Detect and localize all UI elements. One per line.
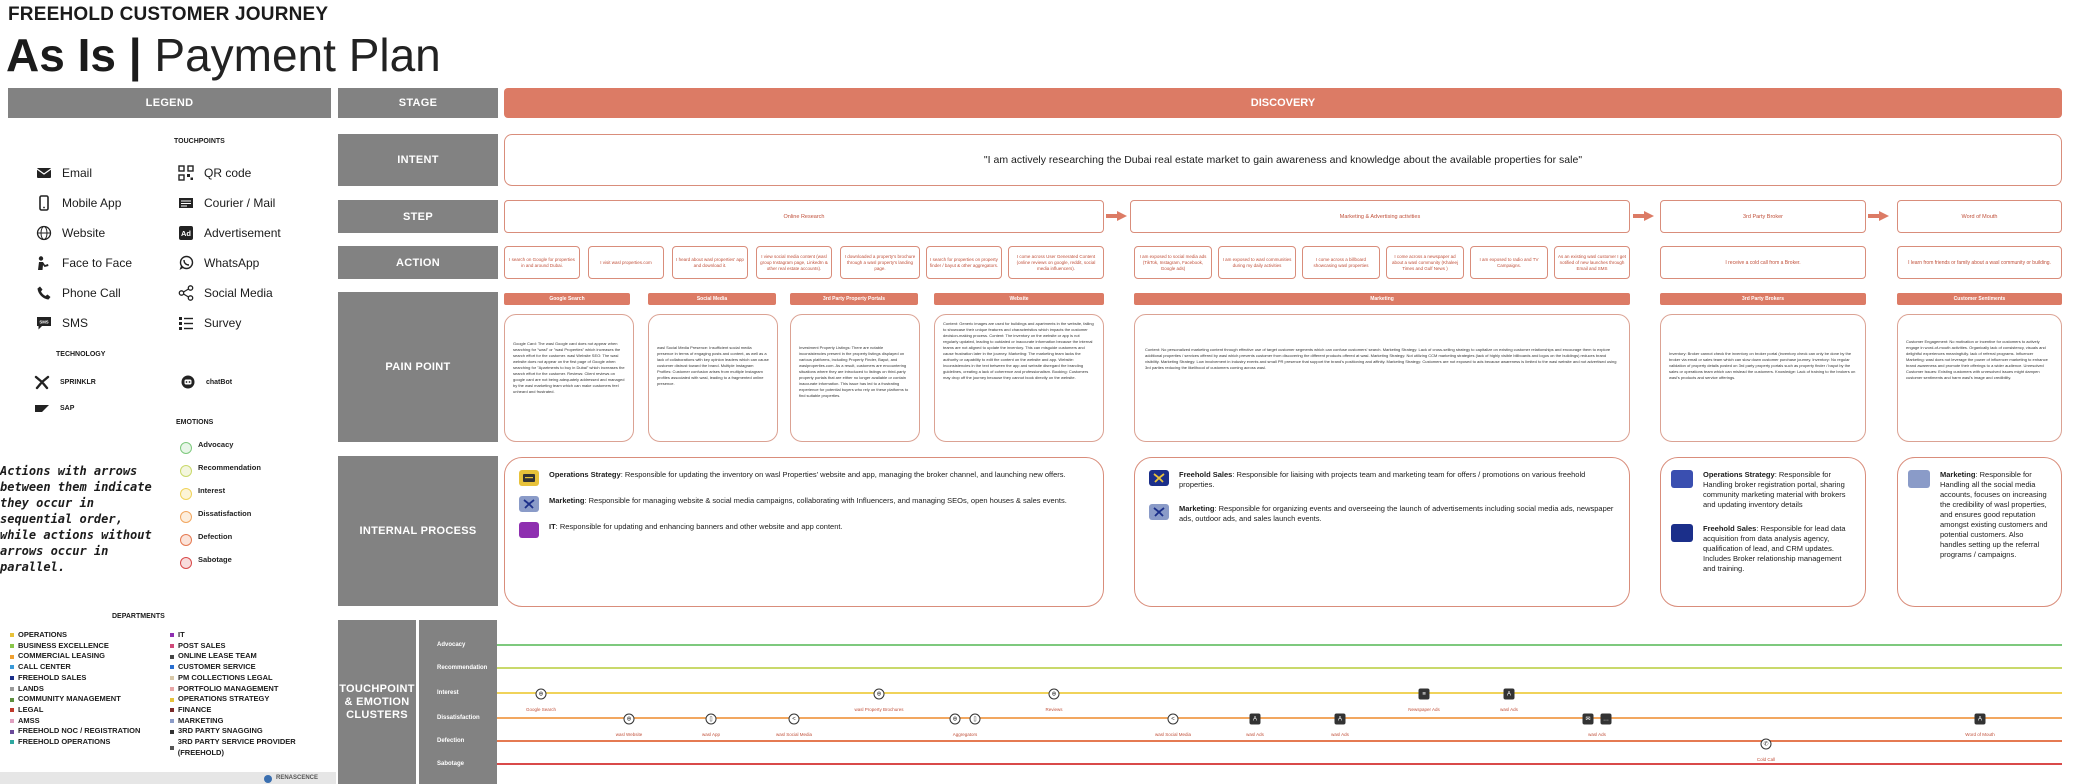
process-dept: Marketing — [1940, 470, 1976, 479]
touchpoints-left — [36, 158, 176, 338]
legend-label: Social Media — [204, 286, 273, 300]
department-swatch — [10, 719, 14, 723]
sms-icon: … — [1601, 714, 1612, 725]
pain-card-customer-sentiments: Customer Engagement: No motivation or incentive for customers to actively engage in word-of-mouth activities. Organically lack of consistency, visuals and delightful experiences meaningfully. lack of referral programs. Influencer Marketing: wasl does not leverage the power of influencer marketing to enhance brand awareness and promote their offerings to a wider audience. Unresolved Customer Issues: Existing customers with unresolved issues might dampen customer sentiments and harm wasl's image and credibility. — [1897, 314, 2062, 442]
interest-face-icon — [180, 488, 192, 500]
department-swatch — [10, 740, 14, 744]
row-label-intent: INTENT — [338, 134, 498, 186]
ad-icon: A — [1250, 714, 1261, 725]
department-label: BUSINESS EXCELLENCE — [18, 640, 109, 650]
department-label: COMMERCIAL LEASING — [18, 651, 105, 661]
pain-card-3rd-party-brokers: Inventory: Broker cannot check the inventory on broker portal (inventory check can only be done by the broker via email or sales team which can slow down customer purchase journey. Inventory: No regular validation of property details posted on 3rd party property portals such as property finder / bayut by the sales or operations team which can mislead the customers. Knowledge: Lack of training to the brokers on wasl's products and service offerings. — [1660, 314, 1866, 442]
emotion-sabotage — [180, 555, 320, 578]
department-swatch — [10, 708, 14, 712]
department-item — [10, 726, 170, 737]
legend-label: Phone Call — [62, 286, 121, 300]
department-swatch — [170, 746, 174, 750]
emotions-list — [180, 440, 320, 578]
department-label: COMMUNITY MANAGEMENT — [18, 694, 121, 704]
action-chip: I come across User Generated Content (online reviews on google, reddit, social media influencers). — [1008, 246, 1104, 279]
department-label: FREEHOLD SALES — [18, 672, 87, 682]
marketing-icon — [1149, 504, 1169, 520]
legend-courier — [178, 188, 328, 218]
email-icon: ✉ — [1583, 714, 1594, 725]
process-text: : Responsible for updating the inventory on wasl Properties' website and app, managing the broker channel, and launching new offers. — [620, 470, 1066, 479]
website-icon: ⊕ — [874, 689, 885, 700]
department-item — [170, 673, 332, 684]
website-icon — [36, 225, 52, 241]
stage-discovery: DISCOVERY — [504, 88, 2062, 118]
ad-icon — [178, 225, 194, 241]
cluster-line-advocacy — [497, 644, 2062, 646]
departments-heading: DEPARTMENTS — [112, 613, 165, 620]
advocacy-face-icon — [180, 442, 192, 454]
ad-icon: A — [1975, 714, 1986, 725]
website-icon: ⊕ — [950, 714, 961, 725]
department-swatch — [170, 665, 174, 669]
pain-head-3rd-party-brokers: 3rd Party Brokers — [1660, 293, 1866, 305]
department-item — [170, 726, 332, 737]
department-label: CUSTOMER SERVICE — [178, 662, 256, 672]
process-text: : Responsible for Handling broker registration portal, sharing community marketing material with brokers and updating inventory details — [1703, 470, 1846, 509]
department-swatch — [170, 655, 174, 659]
department-label: PM COLLECTIONS LEGAL — [178, 672, 273, 682]
department-item — [10, 651, 170, 662]
svg-text:SMS: SMS — [39, 319, 49, 325]
step-arrow-head — [1117, 211, 1127, 221]
department-item — [170, 705, 332, 716]
department-swatch — [10, 687, 14, 691]
department-swatch — [170, 719, 174, 723]
action-chip: I view social media content (wasl group Instagram page, LinkedIn & other real estate accounts). — [756, 246, 832, 279]
emotion-label: Defection — [198, 532, 233, 541]
action-chip: I am exposed to radio and TV Campaigns. — [1470, 246, 1548, 279]
website-icon: ⊕ — [1049, 689, 1060, 700]
department-swatch — [170, 644, 174, 648]
department-item — [10, 673, 170, 684]
department-label: IT — [178, 630, 185, 639]
defection-face-icon — [180, 534, 192, 546]
department-item — [10, 737, 170, 748]
pain-head-social-media: Social Media — [648, 293, 776, 305]
cluster-line-sabotage — [497, 763, 2062, 765]
department-item — [170, 684, 332, 695]
process-card-marketing — [1134, 457, 1630, 607]
marketing-icon — [519, 496, 539, 512]
process-text: : Responsible for lead data acquisition from data analysis agency, qualification of lead, and CRM updates. Includes Broker relationship management and training. — [1703, 524, 1846, 573]
department-item — [170, 716, 332, 727]
qr-code-icon — [178, 165, 194, 181]
step-online-research: Online Research — [504, 200, 1104, 233]
website-icon: ⊕ — [536, 689, 547, 700]
operations-strategy-icon — [519, 470, 539, 486]
legend-label: QR code — [204, 166, 252, 180]
department-item — [10, 662, 170, 673]
mobile-app-icon — [36, 195, 52, 211]
sprinklr-icon — [34, 374, 50, 390]
emotion-dissatisfaction — [180, 509, 320, 532]
department-item — [170, 651, 332, 662]
action-chip: I come across a newspaper ad about a wasl community (Khaleej Times and Gulf News ) — [1386, 246, 1464, 279]
department-label: MARKETING — [178, 715, 224, 725]
process-dept: Marketing — [549, 496, 585, 505]
department-label: 3RD PARTY SERVICE PROVIDER (FREEHOLD) — [177, 737, 296, 757]
department-label: LANDS — [18, 683, 44, 693]
legend-label: SAP — [60, 404, 75, 412]
sap-icon — [34, 400, 50, 416]
touchpoint-label: wasl Ads — [1246, 732, 1264, 737]
process-dept: Operations Strategy — [549, 470, 621, 479]
action-chip: I downloaded a property's brochure through a wasl property's landing page. — [840, 246, 920, 279]
action-chip: I receive a cold call from a Broker. — [1660, 246, 1866, 279]
touchpoint-label: wasl Property Brochures — [854, 707, 904, 712]
freehold-sales-icon — [1149, 470, 1169, 486]
legend-label: Mobile App — [62, 196, 122, 210]
intent-box: "I am actively researching the Dubai real estate market to gain awareness and knowledge about the available properties for sale" — [504, 134, 2062, 186]
process-text: : Responsible for Handling all the social media accounts, focuses on increasing the credibility of wasl properties, and ensures good reputation amongst existing customers and potential customers. Also handles setting up the referral programs / campaigns. — [1940, 470, 2048, 559]
department-swatch — [170, 633, 174, 637]
courier-icon — [178, 195, 194, 211]
touchpoint-label: wasl Social Media — [775, 732, 813, 737]
pain-head-3rd-party-portals: 3rd Party Property Portals — [790, 293, 918, 305]
department-item — [10, 694, 170, 705]
title-separator: | — [115, 29, 155, 81]
phone-icon — [36, 285, 52, 301]
legend-qr-code — [178, 158, 328, 188]
row-label-step: STEP — [338, 200, 498, 233]
legend-label: SMS — [62, 316, 89, 330]
row-label-pain-point: PAIN POINT — [338, 292, 498, 442]
emotion-interest — [180, 486, 320, 509]
step-3rd-party-broker: 3rd Party Broker — [1660, 200, 1866, 233]
department-swatch — [170, 687, 174, 691]
journey-supertitle: FREEHOLD CUSTOMER JOURNEY — [8, 4, 329, 25]
process-row-operations-strategy — [1671, 470, 1855, 510]
emotion-advocacy — [180, 440, 320, 463]
emotion-label: Sabotage — [198, 555, 232, 564]
action-chip: As an existing wasl customer I get notified of new launches through Email and SMS — [1554, 246, 1630, 279]
touchpoint-label: Word of Mouth — [1965, 732, 1995, 737]
legend-mobile-app — [36, 188, 176, 218]
action-chip: I am exposed to social media ads (TikTok, Instagram, Facebook, Google ads) — [1134, 246, 1212, 279]
department-label: PORTFOLIO MANAGEMENT — [178, 683, 279, 693]
department-label: FREEHOLD OPERATIONS — [18, 737, 111, 747]
title-bold: As Is — [6, 29, 116, 81]
touchpoint-label: wasl Ads — [1331, 732, 1349, 737]
legend-label: SPRINKLR — [60, 378, 96, 386]
technology-heading: TECHNOLOGY — [56, 351, 106, 358]
pain-card-social-media: wasl Social Media Presence: Insufficient social media presence in terms of engaging posts and content, as well as a lack of collaborations with key opinion leaders which can cause customer distrust toward the brand. Multiple Instagram Profiles: Customer confusion arises from multiple Instagram profiles associated with wasl, leading to a fragmented online presence. — [648, 314, 778, 442]
legend-chatbot — [180, 374, 232, 390]
department-label: FINANCE — [178, 704, 212, 714]
department-swatch — [10, 665, 14, 669]
department-label: AMSS — [18, 715, 40, 725]
emotion-label: Dissatisfaction — [198, 509, 252, 518]
legend-email — [36, 158, 176, 188]
ad-icon: A — [1504, 689, 1515, 700]
action-chip: I come across a billboard showcasing wasl properties — [1302, 246, 1380, 279]
row-label-touchpoint-clusters: TOUCHPOINT & EMOTION CLUSTERS — [338, 620, 416, 784]
process-text: : Responsible for liaising with projects team and marketing team for offers / promotions on various freehold properties. — [1179, 470, 1586, 489]
department-swatch — [10, 676, 14, 680]
row-label-internal-process: INTERNAL PROCESS — [338, 456, 498, 606]
department-label: LEGAL — [18, 704, 44, 714]
legend-label: WhatsApp — [204, 256, 260, 270]
process-row-operations-strategy — [519, 470, 1089, 486]
department-label: FREEHOLD NOC / REGISTRATION — [18, 726, 141, 736]
email-icon — [36, 165, 52, 181]
ad-icon: A — [1335, 714, 1346, 725]
cluster-line-defection — [497, 740, 2062, 742]
department-swatch — [10, 633, 14, 637]
process-card-broker — [1660, 457, 1866, 607]
cluster-line-dissatisfaction — [497, 717, 2062, 719]
department-item — [10, 630, 170, 641]
touchpoint-label: wasl Social Media — [1154, 732, 1192, 737]
legend-sap — [34, 400, 74, 416]
operations-strategy-icon — [1671, 470, 1693, 488]
pain-head-marketing: Marketing — [1134, 293, 1630, 305]
touchpoint-label: Cold Call — [1756, 757, 1776, 762]
emotion-recommendation — [180, 463, 320, 486]
touchpoint-label: wasl Ads — [1500, 707, 1518, 712]
legend-label: Courier / Mail — [204, 196, 276, 210]
share-icon — [178, 285, 194, 301]
cluster-dissatisfaction: Dissatisfaction — [437, 715, 480, 721]
emotion-label: Advocacy — [198, 440, 234, 449]
touchpoint-label: Reviews — [1045, 707, 1063, 712]
legend-social-media — [178, 278, 328, 308]
department-item — [170, 662, 332, 673]
legend-label: Email — [62, 166, 93, 180]
process-text: : Responsible for organizing events and overseeing the launch of advertisements including social media ads, newspaper ads, outdoor ads, and sales launch events. — [1179, 504, 1614, 523]
recommendation-face-icon — [180, 465, 192, 477]
process-dept: Freehold Sales — [1703, 524, 1757, 533]
it-icon — [519, 522, 539, 538]
legend-label: Face to Face — [62, 256, 133, 270]
pain-card-website: Content: Generic images are used for buildings and apartments in the website, failing to showcase their unique features and characteristics which impacts the customer decision-making process. Content: The inventory on the website or app is not regularly updated, leading to outdated or inaccurate information because the internal teams are not aligned to update the inventory. This can misguide customers and cause frustration later in the journey. Marketing: The marketing team lacks the authority or capability to edit the content on the website and app. Website: Inconsistencies in the text between the app and website disregard the branding guidelines, creating a lack of coherence and professionalism. Booking: Customers may drop off the journey because they cannot book directly on the website. — [934, 314, 1104, 442]
step-word-of-mouth: Word of Mouth — [1897, 200, 2062, 233]
process-text: : Responsible for managing website & social media campaigns, collaborating with Influencers, and managing SEOs, open houses & sales events. — [584, 496, 1067, 505]
process-row-freehold-sales — [1671, 524, 1855, 574]
process-dept: Marketing — [1179, 504, 1215, 513]
department-swatch — [10, 644, 14, 648]
departments-left — [10, 630, 170, 748]
legend-website — [36, 218, 176, 248]
row-label-action: ACTION — [338, 246, 498, 279]
legend-label: chatBot — [206, 378, 233, 386]
mobile-app-icon: ▯ — [706, 714, 717, 725]
pain-head-customer-sentiments: Customer Sentiments — [1897, 293, 2062, 305]
freehold-sales-icon — [1671, 524, 1693, 542]
legend-sms — [36, 308, 176, 338]
touchpoints-right — [178, 158, 328, 338]
touchpoint-label: Aggregators — [952, 732, 978, 737]
department-item — [170, 641, 332, 652]
phone-icon: ✆ — [1761, 739, 1772, 750]
department-label: OPERATIONS STRATEGY — [178, 694, 270, 704]
legend-face-to-face — [36, 248, 176, 278]
pain-head-google-search: Google Search — [504, 293, 630, 305]
department-swatch — [170, 708, 174, 712]
legend-label: Advertisement — [204, 226, 281, 240]
department-label: 3RD PARTY SNAGGING — [178, 726, 263, 736]
cluster-interest: Interest — [437, 690, 459, 696]
step-marketing-advertising: Marketing & Advertising activities — [1130, 200, 1630, 233]
department-label: OPERATIONS — [18, 630, 68, 639]
department-item — [10, 641, 170, 652]
sabotage-face-icon — [180, 557, 192, 569]
legend-sprinklr — [34, 374, 96, 390]
department-label: ONLINE LEASE TEAM — [178, 651, 257, 661]
renascence-logo-icon — [264, 775, 272, 783]
process-dept: Freehold Sales — [1179, 470, 1233, 479]
survey-icon — [178, 315, 194, 331]
face-to-face-icon — [36, 255, 52, 271]
cluster-defection: Defection — [437, 738, 465, 744]
department-item — [170, 694, 332, 705]
emotion-defection — [180, 532, 320, 555]
pain-head-website: Website — [934, 293, 1104, 305]
process-text: : Responsible for updating and enhancing banners and other website and app content. — [555, 522, 843, 531]
dissatisfaction-face-icon — [180, 511, 192, 523]
courier-icon: ≡ — [1419, 689, 1430, 700]
emotion-label: Recommendation — [198, 463, 261, 472]
svg-text:Ad: Ad — [181, 229, 191, 238]
department-item — [10, 716, 170, 727]
touchpoint-label: Newspaper Ads — [1408, 707, 1440, 712]
department-item — [170, 630, 332, 641]
pain-card-google-search: Google Card: The wasl Google card does not appear when searching for "wasl" or "wasl Properties" which increases the search effort for the customer. wasl Website SEO: The wasl website does not appear on the first page of Google when searching for "Apartments to buy in Dubai" which increases the search effort for the customer. Reviews: Client reviews on google card are not being adequately addressed and managed by the wasl marketing team which can make customers feel unheard and frustrated. — [504, 314, 634, 442]
department-swatch — [10, 698, 14, 702]
share-icon: < — [789, 714, 800, 725]
department-swatch — [170, 698, 174, 702]
whatsapp-icon — [178, 255, 194, 271]
title-light: Payment Plan — [154, 29, 441, 81]
process-row-marketing — [1908, 470, 2051, 560]
process-row-marketing — [519, 496, 1089, 512]
action-chip: I learn from friends or family about a wasl community or building. — [1897, 246, 2062, 279]
legend-survey — [178, 308, 328, 338]
cluster-labels-panel — [419, 620, 497, 784]
action-chip: I am exposed to wasl communities during my daily activities — [1218, 246, 1296, 279]
pain-card-3rd-party-portals: Investment Property Listings: There are notable inconsistencies present in the property listings displayed on various platforms, including Property Finder, Bayut, and waslproperties.com. As a result, customers are encountering situations where they are introduced to listings on third-party property portals that are either no longer available or contain inaccurate information. This issue has led to a frustrating experience for potential buyers who rely on these platforms to find suitable properties. — [790, 314, 920, 442]
legend-header: LEGEND — [8, 88, 331, 118]
cluster-recommendation: Recommendation — [437, 665, 488, 671]
touchpoint-label: wasl Ads — [1588, 732, 1606, 737]
legend-whatsapp — [178, 248, 328, 278]
footer-brand: RENASCENCE — [276, 775, 319, 781]
department-swatch — [10, 655, 14, 659]
department-item — [10, 705, 170, 716]
process-card-word-of-mouth — [1897, 457, 2062, 607]
sms-icon — [36, 315, 52, 331]
legend-label: Website — [62, 226, 106, 240]
department-swatch — [10, 730, 14, 734]
cluster-sabotage: Sabotage — [437, 761, 465, 767]
cluster-line-recommendation — [497, 667, 2062, 669]
cluster-advocacy: Advocacy — [437, 642, 466, 648]
pain-card-marketing: Content: No personalized marketing content through effective use of target customer segments which can confuse customers' search. Marketing Strategy: Lack of cross-selling strategy to capitalize on existing customer relationships and encourage them to explore additional properties / services offered by wasl which prevents customer from discovering the different products offered at wasl. Marketing Strategy: Not utilizing CCM marketing strategies (lack of highly visible billboards and logos on the buildings) reduces brand visibility. Marketing Strategy: Low involvement in industry events and small PR presence that support the brand's positioning and affinity. Marketing Strategy: Customers are not exposed to ads because awareness is limited to the wasl website and not advertised using 3rd parties reducing the likelihood of customers coming across wasl. — [1134, 314, 1630, 442]
mobile-app-icon: ▯ — [970, 714, 981, 725]
process-dept: Operations Strategy — [1703, 470, 1775, 479]
emotions-heading: EMOTIONS — [176, 419, 214, 426]
department-item — [10, 684, 170, 695]
page-title — [6, 28, 441, 82]
departments-right — [170, 630, 332, 758]
action-chip: I search on Google for properties in and around Dubai. — [504, 246, 580, 279]
emotion-label: Interest — [198, 486, 226, 495]
action-chip: I search for properties on property finder / bayut & other aggregators. — [926, 246, 1002, 279]
legend-label: Survey — [204, 316, 242, 330]
cluster-line-interest — [497, 692, 2062, 694]
row-label-stage: STAGE — [338, 88, 498, 118]
process-row-marketing — [1149, 504, 1615, 524]
touchpoint-label: Google Search — [525, 707, 557, 712]
touchpoint-label: wasl App — [701, 732, 721, 737]
process-row-it — [519, 522, 1089, 538]
process-card-online-research — [504, 457, 1104, 607]
touchpoint-label: wasl Website — [615, 732, 643, 737]
chatbot-icon — [180, 374, 196, 390]
legend-phone-call — [36, 278, 176, 308]
process-dept: IT — [549, 522, 556, 531]
department-swatch — [170, 730, 174, 734]
step-arrow-head — [1879, 211, 1889, 221]
step-arrow-head — [1644, 211, 1654, 221]
website-icon: ⊕ — [624, 714, 635, 725]
touchpoints-heading: TOUCHPOINTS — [174, 138, 225, 145]
department-label: POST SALES — [178, 640, 226, 650]
process-row-freehold-sales — [1149, 470, 1615, 490]
marketing-icon — [1908, 470, 1930, 488]
action-chip: I visit wasl properties.com — [588, 246, 664, 279]
department-label: CALL CENTER — [18, 662, 71, 672]
legend-advertisement — [178, 218, 328, 248]
action-chip: I heard about wasl properties' app and download it. — [672, 246, 748, 279]
department-item — [170, 737, 332, 758]
share-icon: < — [1168, 714, 1179, 725]
department-swatch — [170, 676, 174, 680]
legend-note: Actions with arrows between them indicate they occur in sequential order, while actions without arrows occur in parallel. — [0, 464, 152, 574]
